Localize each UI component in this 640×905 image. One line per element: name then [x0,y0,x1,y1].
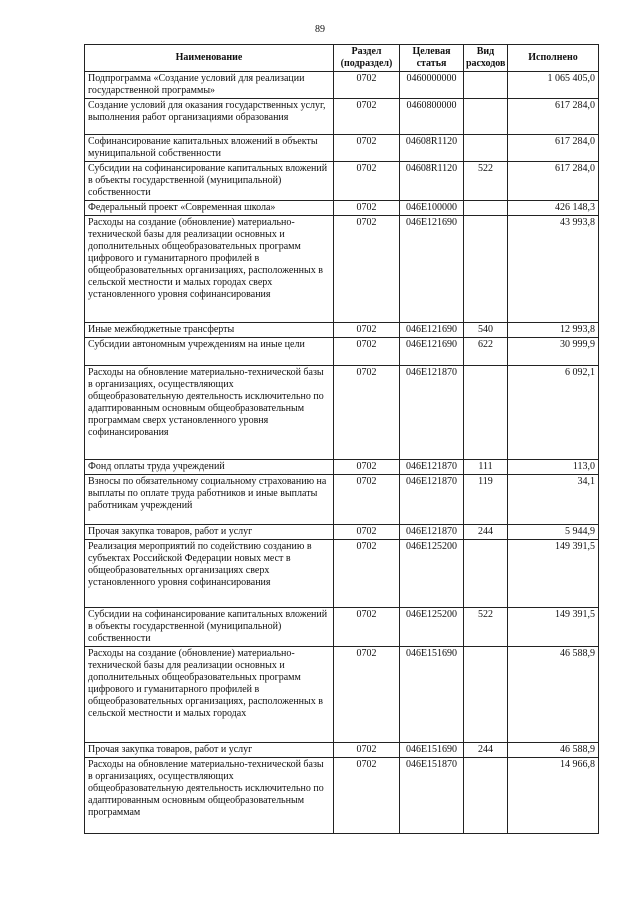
cell-article: 046E125200 [400,608,464,647]
table-row [85,540,599,608]
header-section: Раздел (подраздел) [334,45,400,72]
cell-executed: 617 284,0 [508,135,599,162]
cell-executed: 12 993,8 [508,323,599,338]
cell-name: Расходы на обновление материально-технической базы в организациях, осуществляющих общеобразовательную деятельность исключительно по адаптированным основным общеобразовательным программам [85,758,334,834]
cell-article: 046E121870 [400,525,464,540]
cell-expense-type [464,201,508,216]
cell-executed: 617 284,0 [508,162,599,201]
table-row [85,162,599,201]
header-executed: Исполнено [508,45,599,72]
cell-executed: 14 966,8 [508,758,599,834]
cell-expense-type [464,647,508,743]
cell-article: 046E121690 [400,338,464,366]
cell-name: Реализация мероприятий по содействию созданию в субъектах Российской Федерации новых мест в общеобразовательных организациях сверх установленного уровня софинансирования [85,540,334,608]
cell-name: Расходы на создание (обновление) материально-технической базы для реализации основных и дополнительных общеобразовательных программ цифрового и гуманитарного профилей в общеобразовательных организациях, расположенных в сельской местности и малых городах сверх установленного уровня софинансирования [85,216,334,323]
cell-name: Расходы на создание (обновление) материально-технической базы для реализации основных и дополнительных общеобразовательных программ цифрового и гуманитарного профилей в общеобразовательных организациях, расположенных в сельской местности и малых городах [85,647,334,743]
table-row [85,201,599,216]
cell-executed: 46 588,9 [508,647,599,743]
cell-section: 0702 [334,99,400,135]
cell-article: 046E151870 [400,758,464,834]
table-row [85,475,599,525]
cell-section: 0702 [334,525,400,540]
cell-expense-type [464,216,508,323]
cell-expense-type: 522 [464,162,508,201]
cell-name: Федеральный проект «Современная школа» [85,201,334,216]
cell-name: Субсидии на софинансирование капитальных вложений в объекты государственной (муниципальной) собственности [85,162,334,201]
cell-expense-type [464,758,508,834]
cell-executed: 149 391,5 [508,540,599,608]
cell-expense-type [464,99,508,135]
cell-name: Создание условий для оказания государственных услуг, выполнения работ организациями образования [85,99,334,135]
cell-section: 0702 [334,323,400,338]
table-row [85,135,599,162]
cell-name: Иные межбюджетные трансферты [85,323,334,338]
cell-expense-type: 111 [464,460,508,475]
cell-section: 0702 [334,216,400,323]
cell-section: 0702 [334,647,400,743]
cell-section: 0702 [334,135,400,162]
cell-expense-type [464,540,508,608]
table-row [85,525,599,540]
cell-expense-type: 622 [464,338,508,366]
table-row [85,758,599,834]
cell-article: 04608R1120 [400,135,464,162]
cell-name: Взносы по обязательному социальному страхованию на выплаты по оплате труда работников и иные выплаты работникам учреждений [85,475,334,525]
cell-section: 0702 [334,758,400,834]
cell-expense-type: 540 [464,323,508,338]
cell-section: 0702 [334,162,400,201]
cell-expense-type: 244 [464,743,508,758]
cell-executed: 617 284,0 [508,99,599,135]
header-article: Целевая статья [400,45,464,72]
table-row [85,216,599,323]
table-body [85,72,599,834]
cell-executed: 46 588,9 [508,743,599,758]
cell-name: Расходы на обновление материально-технической базы в организациях, осуществляющих общеобразовательную деятельность исключительно по адаптированным основным общеобразовательным программам сверх установленного уровня софинансирования [85,366,334,460]
table-header-row [85,45,599,72]
table-row [85,743,599,758]
cell-name: Субсидии на софинансирование капитальных вложений в объекты государственной (муниципальной) собственности [85,608,334,647]
cell-article: 046E121870 [400,460,464,475]
cell-article: 04608R1120 [400,162,464,201]
cell-executed: 113,0 [508,460,599,475]
page-number: 89 [315,24,325,35]
cell-executed: 426 148,3 [508,201,599,216]
cell-executed: 6 092,1 [508,366,599,460]
cell-name: Прочая закупка товаров, работ и услуг [85,525,334,540]
budget-table [84,44,599,834]
header-expense-type: Вид расходов [464,45,508,72]
table-row [85,366,599,460]
table-row [85,72,599,99]
cell-article: 046E100000 [400,201,464,216]
cell-name: Прочая закупка товаров, работ и услуг [85,743,334,758]
table-row [85,460,599,475]
cell-expense-type [464,72,508,99]
cell-section: 0702 [334,366,400,460]
cell-expense-type: 244 [464,525,508,540]
cell-section: 0702 [334,201,400,216]
cell-section: 0702 [334,460,400,475]
cell-executed: 149 391,5 [508,608,599,647]
cell-name: Подпрограмма «Создание условий для реализации государственной программы» [85,72,334,99]
cell-section: 0702 [334,608,400,647]
table-row [85,338,599,366]
cell-article: 046E121690 [400,216,464,323]
cell-section: 0702 [334,72,400,99]
cell-expense-type [464,135,508,162]
cell-expense-type [464,366,508,460]
cell-section: 0702 [334,743,400,758]
table-row [85,99,599,135]
cell-executed: 30 999,9 [508,338,599,366]
cell-executed: 1 065 405,0 [508,72,599,99]
cell-article: 0460800000 [400,99,464,135]
cell-section: 0702 [334,338,400,366]
table-row [85,323,599,338]
cell-article: 046E151690 [400,647,464,743]
cell-article: 046E121870 [400,366,464,460]
cell-expense-type: 522 [464,608,508,647]
cell-article: 046E121690 [400,323,464,338]
table-row [85,608,599,647]
cell-executed: 5 944,9 [508,525,599,540]
header-name: Наименование [85,45,334,72]
cell-section: 0702 [334,475,400,525]
cell-section: 0702 [334,540,400,608]
cell-name: Субсидии автономным учреждениям на иные цели [85,338,334,366]
table-row [85,647,599,743]
cell-expense-type: 119 [464,475,508,525]
cell-article: 046E125200 [400,540,464,608]
cell-article: 046E121870 [400,475,464,525]
cell-name: Софинансирование капитальных вложений в объекты муниципальной собственности [85,135,334,162]
cell-executed: 34,1 [508,475,599,525]
cell-article: 0460000000 [400,72,464,99]
cell-name: Фонд оплаты труда учреждений [85,460,334,475]
cell-article: 046E151690 [400,743,464,758]
cell-executed: 43 993,8 [508,216,599,323]
